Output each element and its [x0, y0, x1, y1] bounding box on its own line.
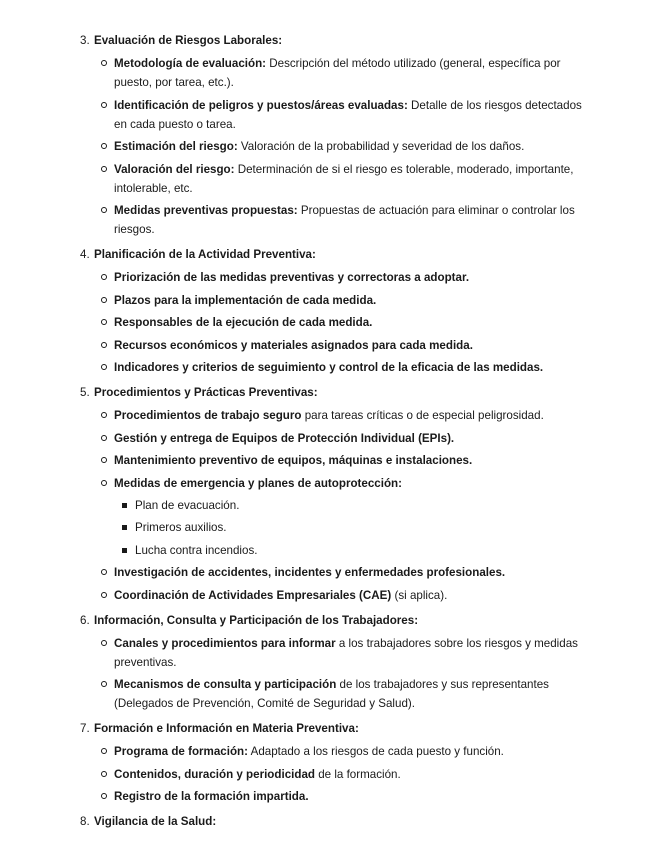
item-bold-text: Gestión y entrega de Equipos de Protección Individual (EPIs).	[114, 431, 455, 445]
item-text: Detalle de los riesgos detectados en cada puesto o tarea.	[114, 98, 582, 131]
list-item	[101, 787, 595, 806]
section-title: Evaluación de Riesgos Laborales:	[94, 34, 283, 47]
section-title: Planificación de la Actividad Preventiva:	[94, 248, 316, 261]
item-text: Descripción del método utilizado (general, específica por puesto, por tarea, etc.).	[114, 57, 561, 89]
list-item	[101, 336, 595, 355]
list-item	[101, 291, 595, 310]
item-bold-text: Mecanismos de consulta y participación	[114, 678, 337, 691]
section-heading	[80, 612, 595, 630]
item-bold-text: Valoración del riesgo:	[114, 162, 235, 176]
list-item	[101, 358, 595, 377]
list-item	[101, 742, 595, 761]
list-item	[101, 313, 595, 332]
item-bold-text: Estimación del riesgo:	[114, 140, 238, 153]
item-bold-text: Metodología de evaluación:	[114, 57, 267, 70]
item-bold-text: Priorización de las medidas preventivas y correctoras a adoptar.	[114, 271, 470, 284]
item-bold-text: Canales y procedimientos para informar	[114, 636, 336, 650]
sub-list-item: Lucha contra incendios.	[122, 541, 595, 560]
section-title: Vigilancia de la Salud:	[94, 815, 217, 828]
list-item	[101, 160, 595, 198]
section-number: 4.	[80, 248, 90, 261]
section-6	[80, 612, 595, 714]
section-number: 8.	[80, 815, 90, 828]
section-4	[80, 246, 595, 377]
item-bold-text: Responsables de la ejecución de cada medida.	[114, 316, 373, 329]
section-number: 5.	[80, 386, 90, 399]
list-item	[101, 634, 595, 672]
section-number: 3.	[80, 34, 90, 47]
item-bold-text: Recursos económicos y materiales asignados para cada medida.	[114, 338, 473, 352]
section-5	[80, 384, 595, 605]
list-item	[101, 96, 595, 134]
list-item	[101, 586, 595, 605]
list-item	[101, 54, 595, 92]
section-heading	[80, 32, 595, 50]
sub-list-item: Primeros auxilios.	[122, 518, 595, 537]
item-text: de los trabajadores y sus representantes (Delegados de Prevención, Comité de Seguridad y Salud).	[114, 678, 549, 710]
item-bold-text: Programa de formación:	[114, 745, 249, 758]
item-bold-text: Coordinación de Actividades Empresariales (CAE)	[114, 588, 392, 602]
list-item	[101, 563, 595, 582]
list-item	[101, 268, 595, 287]
item-text: para tareas críticas o de especial peligrosidad.	[301, 409, 544, 422]
section-heading	[80, 384, 595, 402]
section-heading	[80, 246, 595, 264]
section-number: 6.	[80, 613, 90, 627]
list-item	[101, 137, 595, 156]
item-bold-text: Plazos para la implementación de cada medida.	[114, 293, 377, 307]
item-bold-text: Procedimientos de trabajo seguro	[114, 409, 302, 422]
sub-list-item: Plan de evacuación.	[122, 496, 595, 515]
section-7	[80, 720, 595, 806]
list-item	[101, 765, 595, 784]
item-bold-text: Medidas de emergencia y planes de autoprotección:	[114, 476, 402, 490]
section-title: Formación e Información en Materia Preventiva:	[94, 722, 359, 735]
section-heading	[80, 720, 595, 738]
item-bold-text: Medidas preventivas propuestas:	[114, 204, 298, 217]
item-text: (si aplica).	[391, 588, 448, 602]
item-bold-text: Registro de la formación impartida.	[114, 790, 309, 803]
section-heading	[80, 813, 595, 831]
item-bold-text: Identificación de peligros y puestos/áreas evaluadas:	[114, 98, 408, 112]
list-item	[101, 406, 595, 425]
item-text: Propuestas de actuación para eliminar o controlar los riesgos.	[114, 204, 575, 236]
item-text: a los trabajadores sobre los riesgos y medidas preventivas.	[114, 636, 578, 669]
item-bold-text: Mantenimiento preventivo de equipos, máquinas e instalaciones.	[114, 454, 473, 467]
item-text: de la formación.	[314, 767, 401, 781]
item-text: Determinación de si el riesgo es tolerable, moderado, importante, intolerable, etc.	[114, 162, 574, 195]
list-item	[101, 201, 595, 239]
list-item	[101, 429, 595, 448]
item-bold-text: Indicadores y criterios de seguimiento y control de la eficacia de las medidas.	[114, 361, 544, 374]
item-text: Valoración de la probabilidad y severidad de los daños.	[237, 140, 525, 153]
item-bold-text: Investigación de accidentes, incidentes y enfermedades profesionales.	[114, 566, 506, 579]
list-item	[101, 451, 595, 470]
list-item	[101, 675, 595, 713]
list-item	[101, 474, 595, 560]
section-3	[80, 32, 595, 239]
section-title: Información, Consulta y Participación de los Trabajadores:	[94, 613, 419, 627]
section-number: 7.	[80, 722, 90, 735]
item-bold-text: Contenidos, duración y periodicidad	[114, 767, 315, 781]
section-8	[80, 813, 595, 831]
item-text: Adaptado a los riesgos de cada puesto y función.	[248, 745, 504, 758]
section-title: Procedimientos y Prácticas Preventivas:	[94, 386, 318, 399]
